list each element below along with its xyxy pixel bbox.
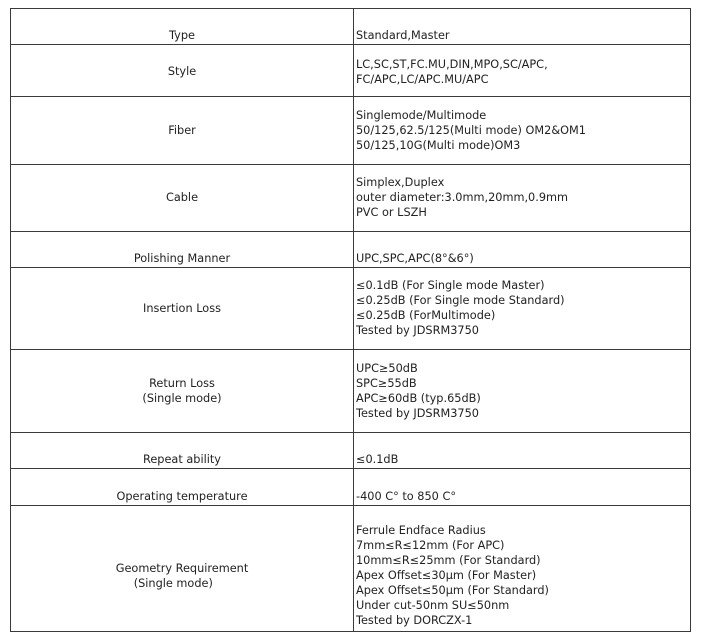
spec-label-cell <box>11 350 354 433</box>
spec-label: Fiber <box>168 123 196 137</box>
spec-value-cell <box>354 506 691 632</box>
spec-label-cell <box>11 469 354 506</box>
spec-value: Tested by DORCZX-1 <box>356 613 473 627</box>
table-row <box>11 165 691 232</box>
spec-value: ≤0.1dB (For Single mode Master) <box>356 279 545 292</box>
spec-label: Cable <box>165 191 199 204</box>
spec-value: LC,SC,ST,FC.MU,DIN,MPO,SC/APC, <box>356 57 548 71</box>
spec-value: Standard,Master <box>356 29 450 42</box>
spec-value: ≤0.25dB (ForMultimode) <box>356 309 496 322</box>
spec-label-cell <box>11 45 354 97</box>
spec-value: 50/125,10G(Multi mode)OM3 <box>356 138 521 152</box>
spec-label-cell <box>11 506 354 632</box>
spec-value-cell <box>354 469 691 506</box>
table-row <box>11 506 691 632</box>
spec-label: Type <box>169 29 195 42</box>
spec-value-cell <box>354 350 691 433</box>
spec-value: Apex Offset≤50μm (For Standard) <box>356 583 549 597</box>
spec-value-cell <box>354 232 691 268</box>
table-row <box>11 433 691 469</box>
spec-value-cell <box>354 45 691 97</box>
spec-label: Repeat ability <box>143 453 221 466</box>
spec-value: PVC or LSZH <box>356 206 427 219</box>
spec-label-cell <box>11 97 354 165</box>
spec-value: Under cut-50nm SU≤50nm <box>356 598 510 612</box>
table-row <box>11 232 691 268</box>
spec-label-cell <box>11 268 354 350</box>
spec-value-cell <box>354 9 691 45</box>
spec-label: Operating temperature <box>116 490 248 503</box>
spec-value: Singlemode/Multimode <box>356 108 487 122</box>
table-row <box>11 9 691 45</box>
spec-value: ≤0.1dB <box>356 453 399 466</box>
spec-value: 50/125,62.5/125(Multi mode) OM2&OM1 <box>356 123 586 137</box>
spec-value: ≤0.25dB (For Single mode Standard) <box>356 294 565 307</box>
spec-label-cell <box>11 232 354 268</box>
table-row <box>11 97 691 165</box>
spec-value-cell <box>354 165 691 232</box>
spec-value: -400 C° to 850 C° <box>356 490 456 503</box>
table-row <box>11 350 691 433</box>
spec-value-cell <box>354 433 691 469</box>
spec-label: Polishing Manner <box>133 252 231 265</box>
table-row <box>11 469 691 506</box>
spec-value: FC/APC,LC/APC.MU/APC <box>356 72 489 86</box>
spec-value: Ferrule Endface Radius <box>356 523 486 537</box>
spec-label-cell <box>11 9 354 45</box>
spec-value: SPC≥55dB <box>356 376 417 390</box>
spec-value: APC≥60dB (typ.65dB) <box>356 391 481 405</box>
spec-label: Insertion Loss <box>143 301 221 315</box>
spec-label-cell <box>11 165 354 232</box>
spec-label-sub: (Single mode) <box>142 391 222 405</box>
spec-value-cell <box>354 268 691 350</box>
spec-value: 7mm≤R≤12mm (For APC) <box>356 538 505 552</box>
table-row <box>11 45 691 97</box>
spec-value: Simplex,Duplex <box>356 176 445 189</box>
spec-value: Apex Offset≤30μm (For Master) <box>356 568 537 582</box>
spec-value: UPC≥50dB <box>356 361 418 375</box>
spec-value: outer diameter:3.0mm,20mm,0.9mm <box>356 191 569 204</box>
spec-value: UPC,SPC,APC(8°&6°) <box>356 252 474 265</box>
table-row <box>11 268 691 350</box>
spec-label-sub: (Single mode) <box>133 577 213 590</box>
spec-label: Return Loss <box>149 376 215 390</box>
spec-value-cell <box>354 97 691 165</box>
spec-value: Tested by JDSRM3750 <box>356 324 479 337</box>
spec-table <box>10 8 691 632</box>
spec-label-cell <box>11 433 354 469</box>
spec-value: Tested by JDSRM3750 <box>356 406 479 420</box>
spec-label: Geometry Requirement <box>115 562 249 575</box>
spec-value: 10mm≤R≤25mm (For Standard) <box>356 553 541 567</box>
spec-label: Style <box>167 65 197 78</box>
